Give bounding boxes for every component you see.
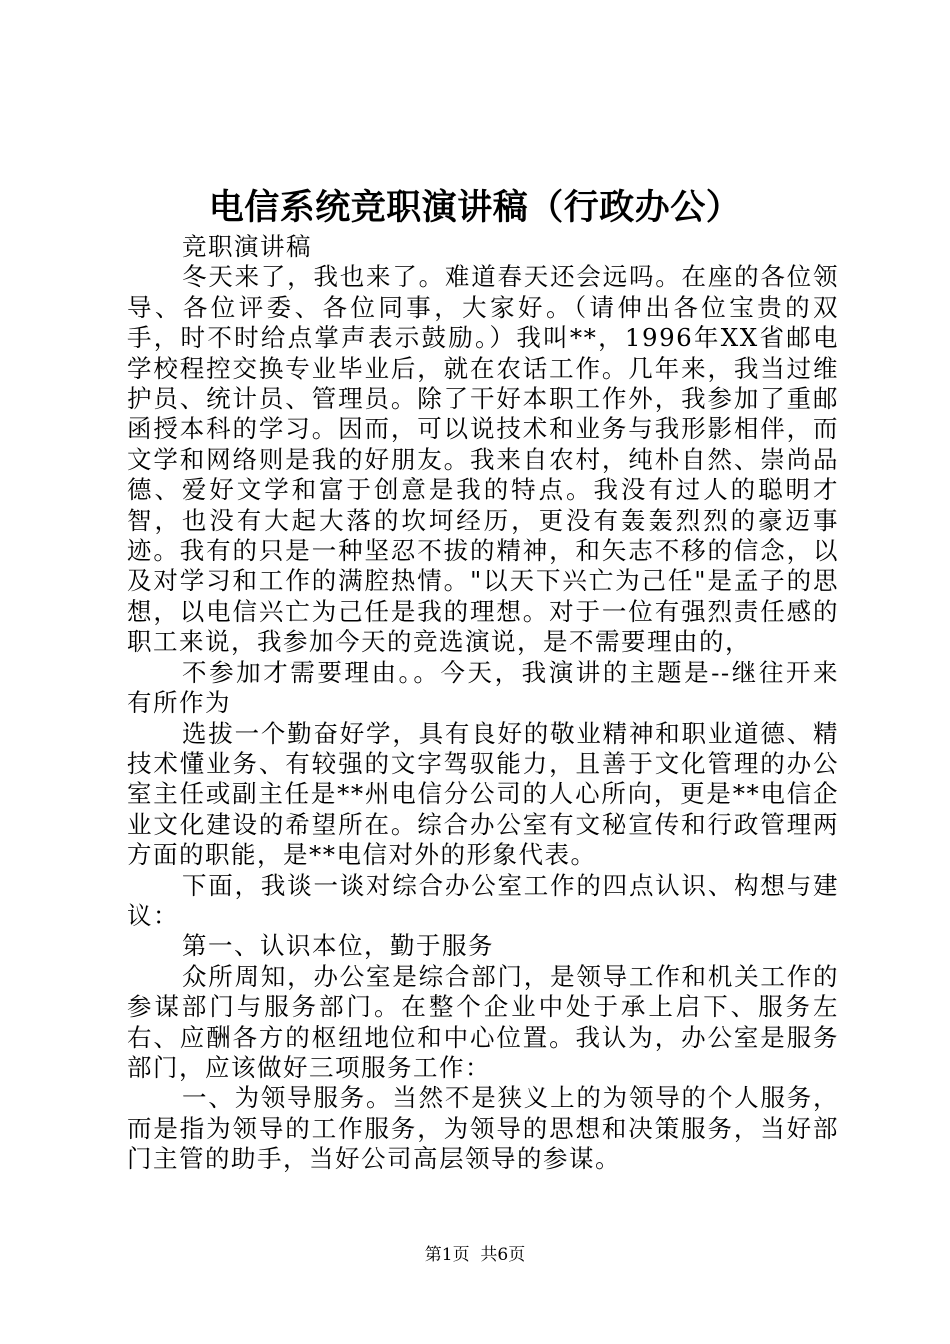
document-title: 电信系统竞职演讲稿（行政办公） [208,187,742,228]
paragraph-overview: 下面，我谈一谈对综合办公室工作的四点认识、构想与建议： [127,870,839,930]
paragraph-selection: 选拔一个勤奋好学，具有良好的敬业精神和职业道德、精技术懂业务、有较强的文字驾驭能力，且善于文化管理的办公室主任或副主任是**州电信分公司的人心所向，更是**电信企业文化建设的希望所在。综合办公室有文秘宣传和行政管理两方面的职能，是**电信对外的形象代表。 [127,718,839,870]
paragraph-subtitle: 竞职演讲稿 [182,232,312,261]
paragraph-office-role: 众所周知，办公室是综合部门，是领导工作和机关工作的参谋部门与服务部门。在整个企业中处于承上启下、服务左右、应酬各方的枢纽地位和中心位置。我认为，办公室是服务部门，应该做好三项服务工作： [127,961,839,1082]
document-body [127,232,839,1175]
paragraph-serve-leaders: 一、为领导服务。当然不是狭义上的为领导的个人服务，而是指为领导的工作服务，为领导的思想和决策服务，当好部门主管的助手，当好公司高层领导的参谋。 [127,1083,839,1174]
page-number-footer: 第1页 共6页 [424,1245,526,1265]
section-heading-one: 第一、认识本位，勤于服务 [182,931,494,961]
paragraph-theme: 不参加才需要理由。。今天，我演讲的主题是--继往开来有所作为 [127,657,839,718]
paragraph-introduction: 冬天来了，我也来了。难道春天还会远吗。在座的各位领导、各位评委、各位同事，大家好。（请伸出各位宝贵的双手，时不时给点掌声表示鼓励。）我叫**，1996年XX省邮电学校程控交换专业毕业后，就在农话工作。几年来，我当过维护员、统计员、管理员。除了干好本职工作外，我参加了重邮函授本科的学习。因而，可以说技术和业务与我形影相伴，而文学和网络则是我的好朋友。我来自农村，纯朴自然、崇尚品德、爱好文学和富于创意是我的特点。我没有过人的聪明才智，也没有大起大落的坎坷经历，更没有轰轰烈烈的豪迈事迹。我有的只是一种坚忍不拔的精神，和矢志不移的信念，以及对学习和工作的满腔热情。"以天下兴亡为己任"是孟子的思想，以电信兴亡为己任是我的理想。对于一位有强烈责任感的职工来说，我参加今天的竞选演说，是不需要理由的， [127,262,839,657]
